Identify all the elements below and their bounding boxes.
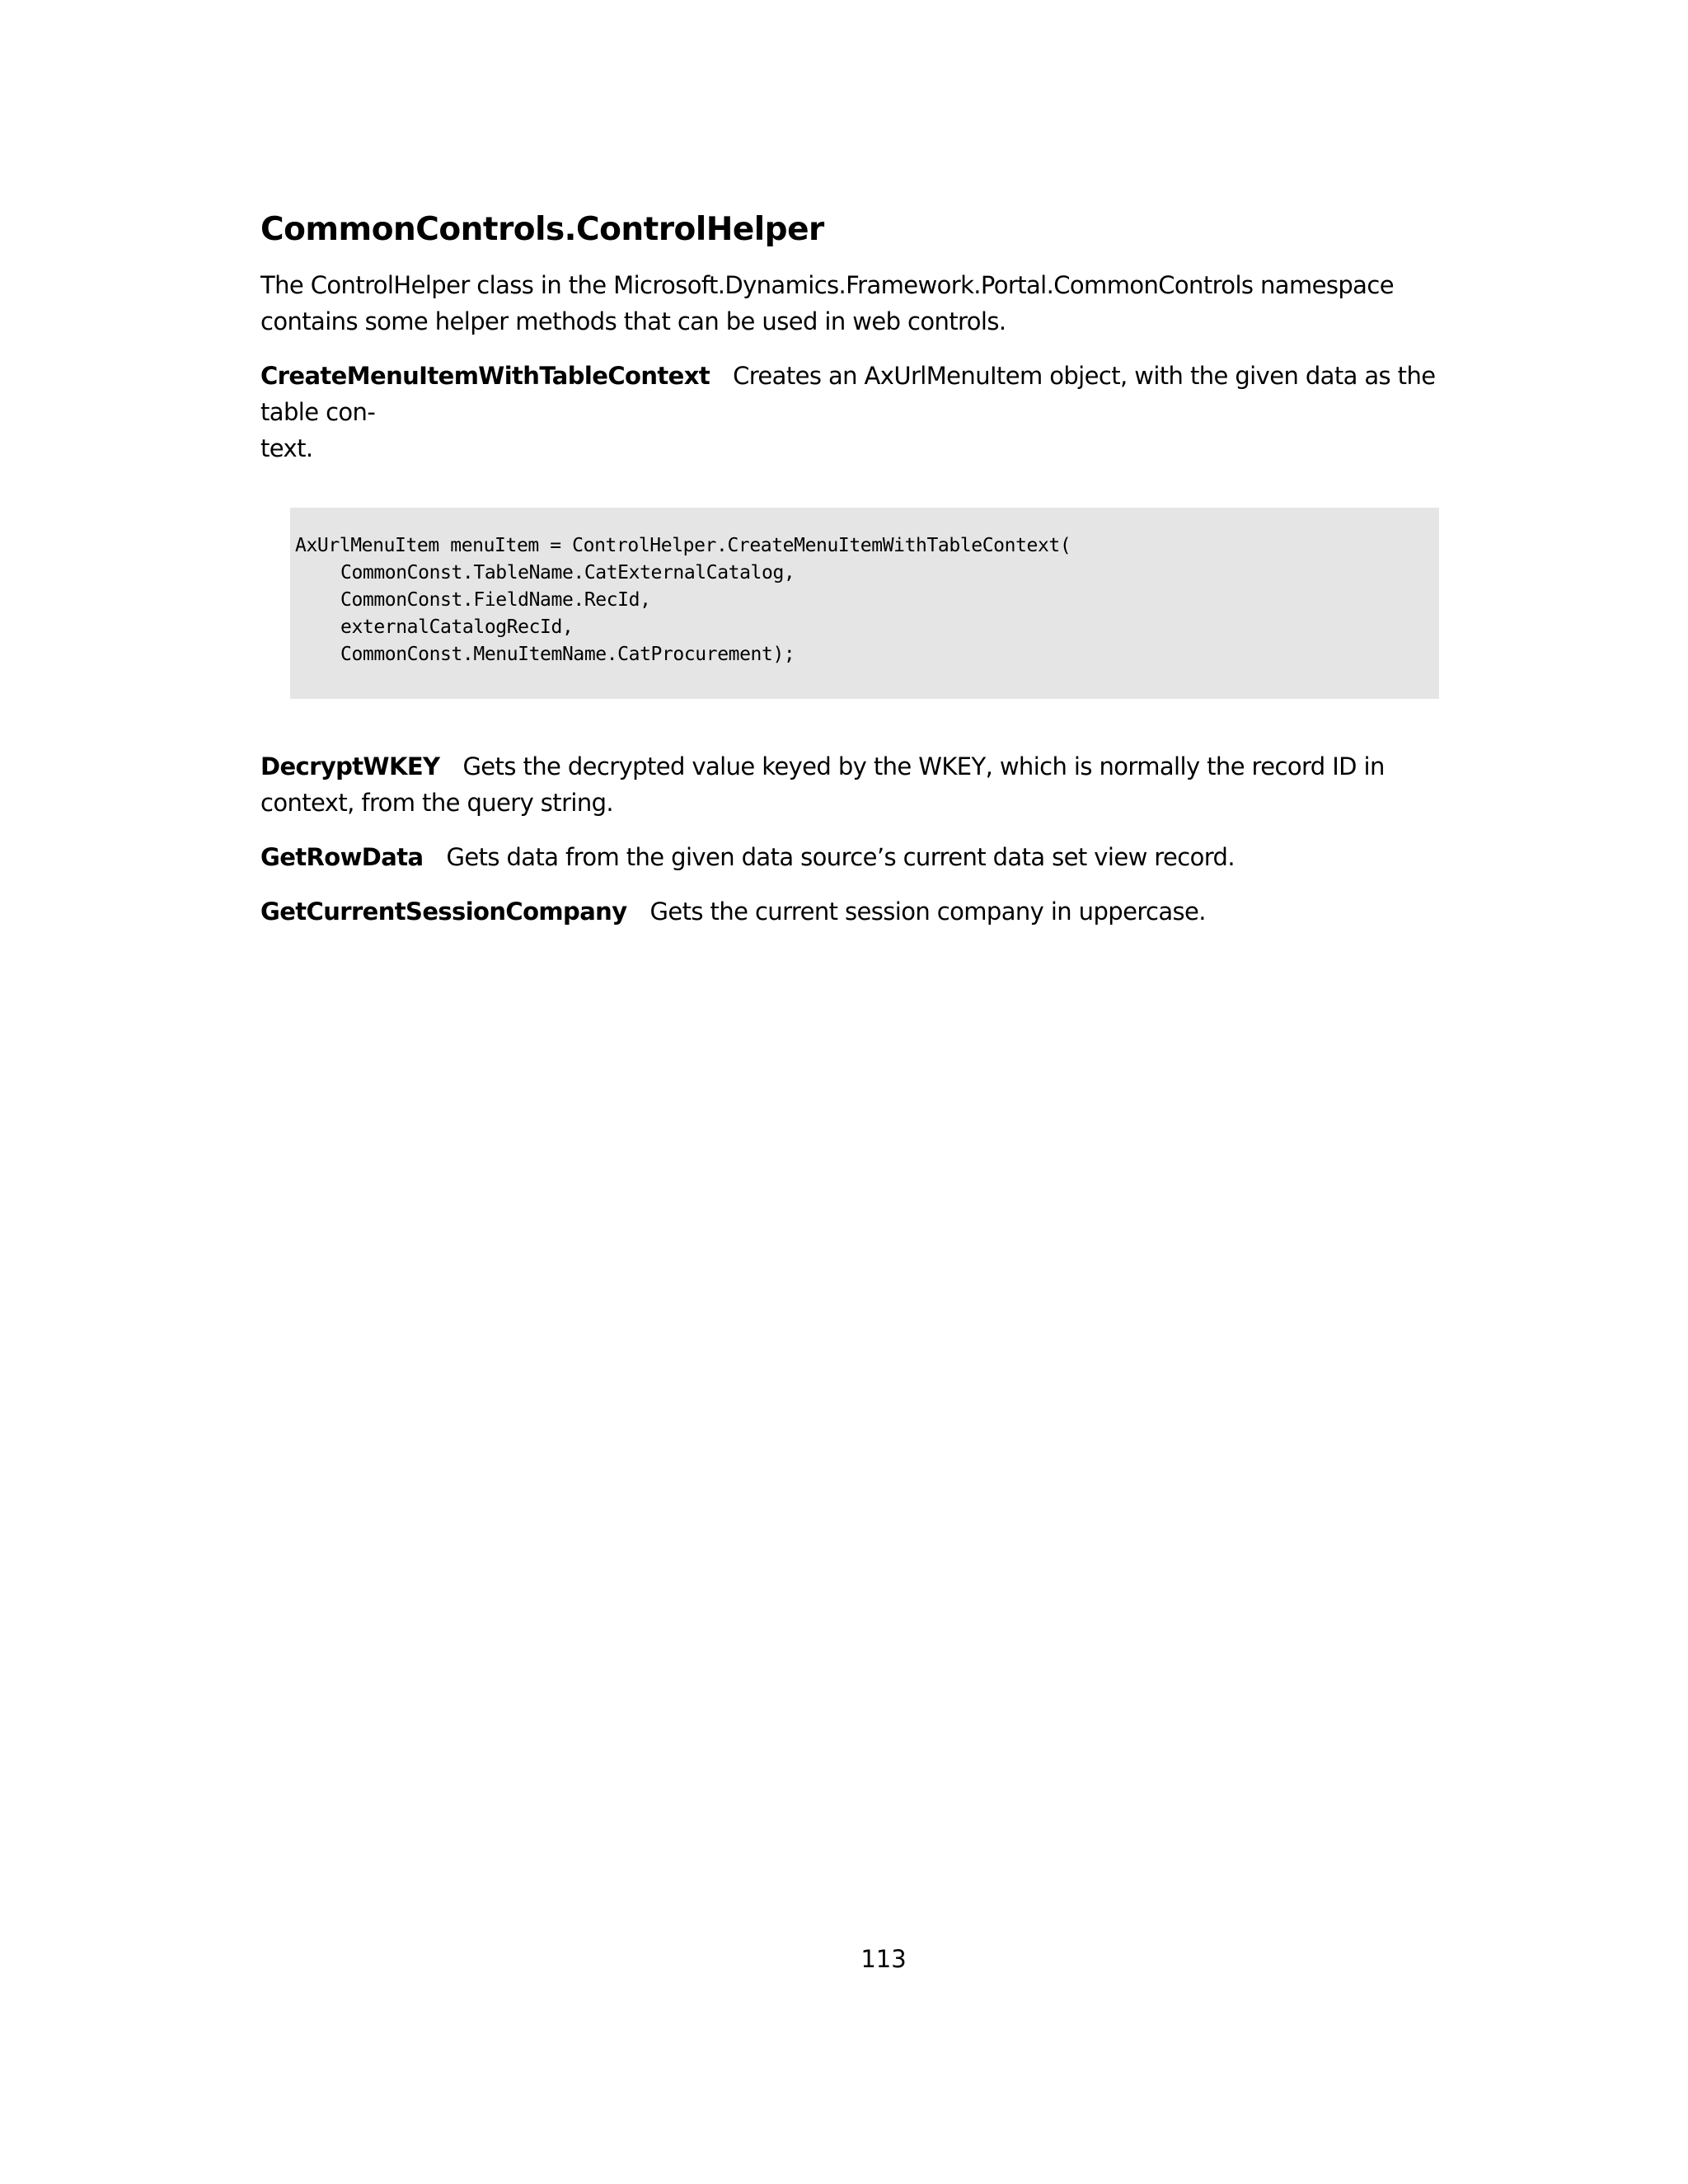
code-line: CommonConst.MenuItemName.CatProcurement);: [340, 644, 795, 665]
section-heading: CommonControls.ControlHelper: [260, 211, 824, 248]
code-line: externalCatalogRecId,: [340, 616, 574, 638]
method-name: GetCurrentSessionCompany: [260, 898, 627, 926]
method-entry-decrypt-wkey: [260, 748, 1456, 821]
code-block: [290, 508, 1439, 699]
method-entry-get-current-session-company: [260, 893, 1456, 930]
method-description: Creates an AxUrlMenuItem object, with the given data as the table con-: [260, 362, 1436, 426]
method-name: CreateMenuItemWithTableContext: [260, 362, 710, 390]
code-line: CommonConst.TableName.CatExternalCatalog,: [340, 562, 795, 583]
page-content: [260, 206, 1456, 948]
method-name: GetRowData: [260, 843, 424, 871]
method-description: Gets the decrypted value keyed by the WKEY, which is normally the record ID in context, from the query string.: [260, 752, 1385, 817]
method-description-continued: text.: [260, 434, 313, 462]
code-line: AxUrlMenuItem menuItem = ControlHelper.CreateMenuItemWithTableContext(: [295, 535, 1071, 556]
page-number: 113: [860, 1945, 907, 1973]
intro-paragraph: The ControlHelper class in the Microsoft.Dynamics.Framework.Portal.CommonControls namespace contains some helper methods that can be used in web controls.: [260, 271, 1394, 335]
method-description: Gets the current session company in uppercase.: [649, 898, 1206, 926]
method-entry-create-menu-item: [260, 358, 1456, 466]
method-name: DecryptWKEY: [260, 752, 440, 780]
code-line: CommonConst.FieldName.RecId,: [340, 589, 651, 611]
method-entry-get-row-data: [260, 839, 1456, 875]
method-description: Gets data from the given data source’s current data set view record.: [446, 843, 1235, 871]
